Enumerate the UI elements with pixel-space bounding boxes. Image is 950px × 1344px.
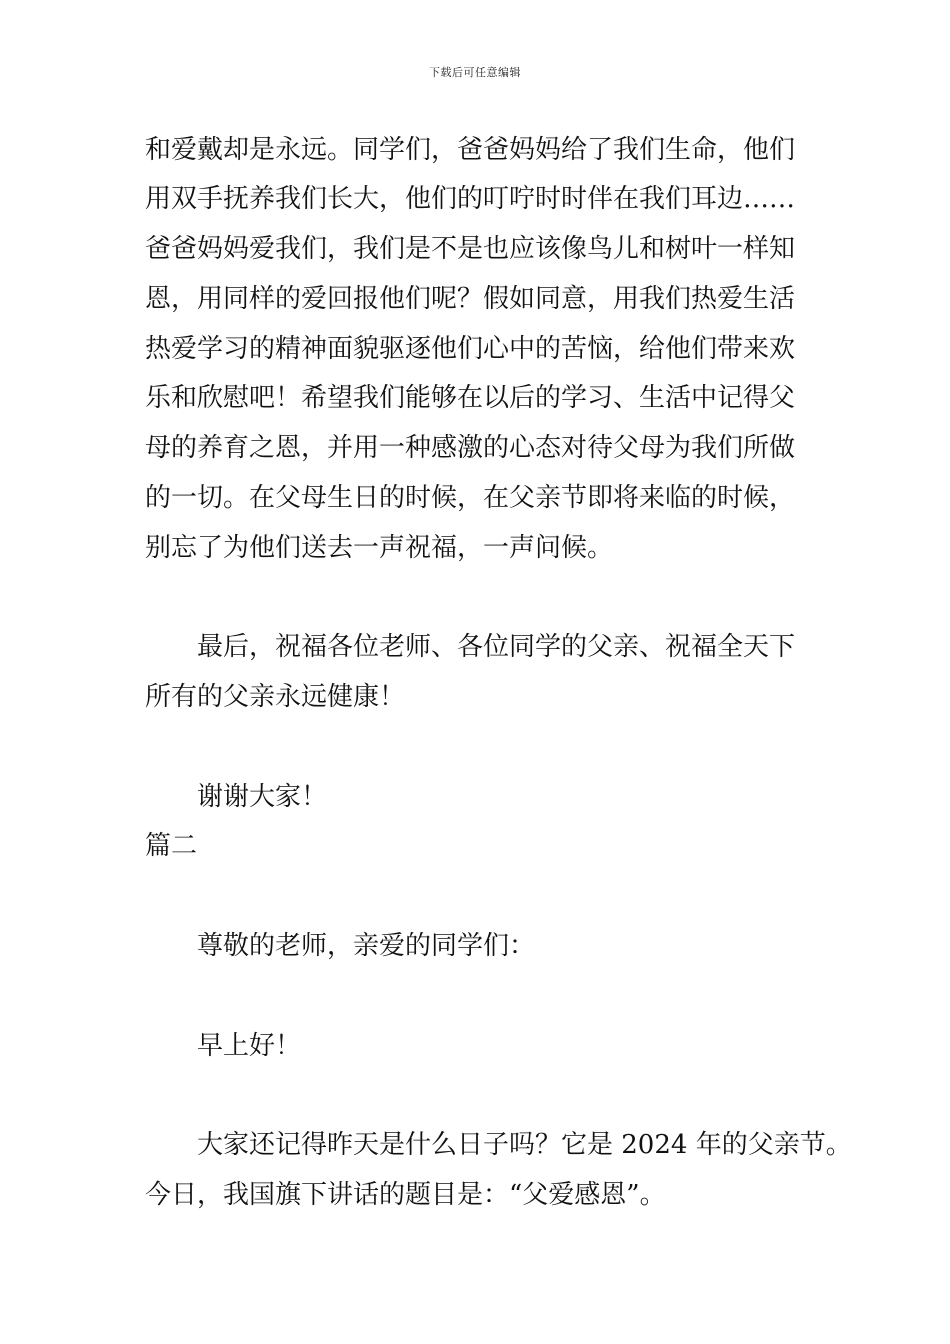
greeting-line: 早上好！ (197, 1031, 302, 1061)
paragraph-line: 最后，祝福各位老师、各位同学的父亲、祝福全天下 (197, 632, 796, 662)
paragraph-line: 的一切。在父母生日的时候，在父亲节即将来临的时候， (145, 483, 796, 513)
section-heading: 篇二 (145, 831, 198, 861)
closing-line: 谢谢大家！ (197, 782, 328, 812)
paragraph-line: 和爱戴却是永远。同学们，爸爸妈妈给了我们生命，他们 (145, 135, 796, 165)
paragraph-line: 今日，我国旗下讲话的题目是：“父爱感恩”。 (145, 1180, 666, 1210)
paragraph-line: 热爱学习的精神面貌驱逐他们心中的苦恼，给他们带来欢 (145, 334, 796, 364)
page-header: 下载后可任意编辑 (429, 66, 521, 79)
paragraph-line: 用双手抚养我们长大，他们的叮咛时时伴在我们耳边…… (145, 184, 796, 214)
paragraph-line: 乐和欣慰吧！希望我们能够在以后的学习、生活中记得父 (145, 383, 796, 413)
paragraph-line: 所有的父亲永远健康！ (145, 682, 406, 712)
paragraph-line: 恩，用同样的爱回报他们呢？假如同意，用我们热爱生活 (145, 284, 796, 314)
paragraph-line: 母的养育之恩，并用一种感激的心态对待父母为我们所做 (145, 433, 796, 463)
paragraph-line: 别忘了为他们送去一声祝福，一声问候。 (145, 533, 614, 563)
paragraph-line: 大家还记得昨天是什么日子吗？它是 2024 年的父亲节。 (197, 1130, 852, 1160)
paragraph-line: 爸爸妈妈爱我们，我们是不是也应该像鸟儿和树叶一样知 (145, 234, 796, 264)
salutation-line: 尊敬的老师，亲爱的同学们： (197, 931, 536, 961)
